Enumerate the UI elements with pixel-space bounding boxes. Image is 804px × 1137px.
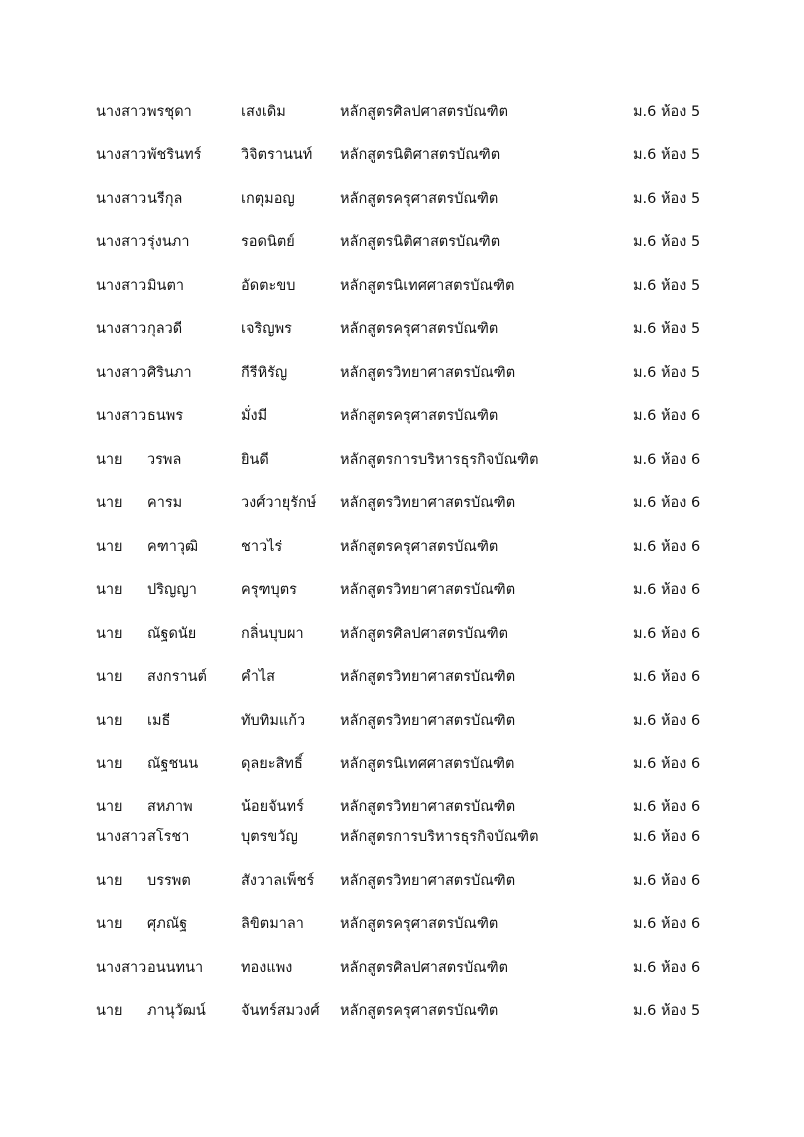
first-name: รุ่งนภา	[147, 234, 190, 250]
class-room: ม.6 ห้อง 6	[633, 626, 701, 642]
class-room: ม.6 ห้อง 6	[633, 408, 701, 424]
name-prefix: นาย	[96, 539, 123, 555]
first-name: ศิรินภา	[147, 365, 192, 381]
program-name: หลักสูตรวิทยาศาสตรบัณฑิต	[340, 582, 516, 598]
first-name: สหภาพ	[147, 799, 193, 815]
first-name: ณัฐดนัย	[147, 626, 197, 642]
program-name: หลักสูตรวิทยาศาสตรบัณฑิต	[340, 669, 516, 685]
name-prefix: นาย	[96, 582, 123, 598]
class-room: ม.6 ห้อง 6	[633, 916, 701, 932]
class-room: ม.6 ห้อง 5	[633, 278, 701, 294]
student-row	[0, 274, 804, 298]
program-name: หลักสูตรครุศาสตรบัณฑิต	[340, 321, 499, 337]
first-name: ศุภณัฐ	[147, 916, 188, 932]
program-name: หลักสูตรนิเทศศาสตรบัณฑิต	[340, 278, 515, 294]
name-prefix: นางสาว	[96, 960, 147, 976]
student-row	[0, 869, 804, 893]
class-room: ม.6 ห้อง 6	[633, 799, 701, 815]
name-prefix: นางสาว	[96, 234, 147, 250]
name-prefix: นาย	[96, 495, 123, 511]
student-row	[0, 912, 804, 936]
student-row	[0, 752, 804, 776]
program-name: หลักสูตรนิติศาสตรบัณฑิต	[340, 147, 501, 163]
last-name: ชาวไร่	[241, 539, 283, 555]
program-name: หลักสูตรนิเทศศาสตรบัณฑิต	[340, 756, 515, 772]
last-name: ทองแพง	[241, 960, 293, 976]
name-prefix: นางสาว	[96, 408, 147, 424]
class-room: ม.6 ห้อง 5	[633, 191, 701, 207]
class-room: ม.6 ห้อง 5	[633, 104, 701, 120]
program-name: หลักสูตรวิทยาศาสตรบัณฑิต	[340, 713, 516, 729]
last-name: เจริญพร	[241, 321, 292, 337]
student-row	[0, 535, 804, 559]
program-name: หลักสูตรวิทยาศาสตรบัณฑิต	[340, 873, 516, 889]
first-name: นรีกุล	[147, 191, 183, 207]
last-name: กีรีหิรัญ	[241, 365, 288, 381]
last-name: กลิ่นบุบผา	[241, 626, 304, 642]
class-room: ม.6 ห้อง 5	[633, 321, 701, 337]
name-prefix: นาย	[96, 713, 123, 729]
student-row	[0, 795, 804, 819]
class-room: ม.6 ห้อง 6	[633, 582, 701, 598]
name-prefix: นางสาว	[96, 147, 147, 163]
last-name: เสงเดิม	[241, 104, 286, 120]
student-row	[0, 317, 804, 341]
name-prefix: นางสาว	[96, 829, 147, 845]
name-prefix: นาย	[96, 669, 123, 685]
student-row	[0, 230, 804, 254]
first-name: คฑาวุฒิ	[147, 539, 199, 555]
student-row	[0, 361, 804, 385]
last-name: วงศ์วายุรักษ์	[241, 495, 317, 511]
first-name: ปริญญา	[147, 582, 197, 598]
last-name: บุตรขวัญ	[241, 829, 298, 845]
class-room: ม.6 ห้อง 6	[633, 873, 701, 889]
student-row	[0, 709, 804, 733]
name-prefix: นางสาว	[96, 104, 147, 120]
last-name: อัดตะขบ	[241, 278, 296, 294]
name-prefix: นาย	[96, 626, 123, 642]
class-room: ม.6 ห้อง 6	[633, 829, 701, 845]
program-name: หลักสูตรการบริหารธุรกิจบัณฑิต	[340, 829, 539, 845]
class-room: ม.6 ห้อง 6	[633, 452, 701, 468]
program-name: หลักสูตรครุศาสตรบัณฑิต	[340, 539, 499, 555]
name-prefix: นางสาว	[96, 321, 147, 337]
name-prefix: นาย	[96, 916, 123, 932]
student-row	[0, 100, 804, 124]
last-name: วิจิตรานนท์	[241, 147, 313, 163]
class-room: ม.6 ห้อง 5	[633, 234, 701, 250]
last-name: ลิขิตมาลา	[241, 916, 304, 932]
first-name: วรพล	[147, 452, 182, 468]
class-room: ม.6 ห้อง 6	[633, 539, 701, 555]
student-row	[0, 999, 804, 1023]
class-room: ม.6 ห้อง 6	[633, 756, 701, 772]
class-room: ม.6 ห้อง 6	[633, 960, 701, 976]
class-room: ม.6 ห้อง 5	[633, 365, 701, 381]
last-name: รอดนิตย์	[241, 234, 295, 250]
last-name: ดุลยะสิทธิ์	[241, 756, 303, 772]
last-name: น้อยจันทร์	[241, 799, 304, 815]
first-name: สงกรานต์	[147, 669, 207, 685]
student-row	[0, 187, 804, 211]
last-name: ครุฑบุตร	[241, 582, 297, 598]
last-name: ยินดี	[241, 452, 269, 468]
name-prefix: นางสาว	[96, 365, 147, 381]
class-room: ม.6 ห้อง 6	[633, 669, 701, 685]
program-name: หลักสูตรศิลปศาสตรบัณฑิต	[340, 960, 509, 976]
class-room: ม.6 ห้อง 6	[633, 713, 701, 729]
student-row	[0, 143, 804, 167]
student-row	[0, 448, 804, 472]
first-name: คารม	[147, 495, 183, 511]
name-prefix: นางสาว	[96, 278, 147, 294]
name-prefix: นาย	[96, 873, 123, 889]
first-name: บรรพต	[147, 873, 191, 889]
program-name: หลักสูตรวิทยาศาสตรบัณฑิต	[340, 365, 516, 381]
student-row	[0, 956, 804, 980]
name-prefix: นาย	[96, 756, 123, 772]
last-name: ทับทิมแก้ว	[241, 713, 306, 729]
program-name: หลักสูตรวิทยาศาสตรบัณฑิต	[340, 495, 516, 511]
student-row	[0, 404, 804, 428]
program-name: หลักสูตรครุศาสตรบัณฑิต	[340, 1003, 499, 1019]
student-row	[0, 578, 804, 602]
student-row	[0, 665, 804, 689]
name-prefix: นางสาว	[96, 191, 147, 207]
name-prefix: นาย	[96, 452, 123, 468]
class-room: ม.6 ห้อง 5	[633, 1003, 701, 1019]
program-name: หลักสูตรครุศาสตรบัณฑิต	[340, 916, 499, 932]
student-row	[0, 622, 804, 646]
first-name: กุลวดี	[147, 321, 183, 337]
last-name: มั่งมี	[241, 408, 268, 424]
program-name: หลักสูตรนิติศาสตรบัณฑิต	[340, 234, 501, 250]
first-name: มินตา	[147, 278, 185, 294]
last-name: สังวาลเพ็ชร์	[241, 873, 315, 889]
last-name: เกตุมอญ	[241, 191, 295, 207]
program-name: หลักสูตรครุศาสตรบัณฑิต	[340, 408, 499, 424]
program-name: หลักสูตรวิทยาศาสตรบัณฑิต	[340, 799, 516, 815]
class-room: ม.6 ห้อง 5	[633, 147, 701, 163]
first-name: สโรชา	[147, 829, 190, 845]
name-prefix: นาย	[96, 799, 123, 815]
first-name: อนนทนา	[147, 960, 204, 976]
first-name: ณัฐชนน	[147, 756, 199, 772]
first-name: พรชุดา	[147, 104, 192, 120]
program-name: หลักสูตรครุศาสตรบัณฑิต	[340, 191, 499, 207]
last-name: คำไส	[241, 669, 275, 685]
first-name: ภานุวัฒน์	[147, 1003, 206, 1019]
first-name: ธนพร	[147, 408, 184, 424]
last-name: จันทร์สมวงศ์	[241, 1003, 320, 1019]
class-room: ม.6 ห้อง 6	[633, 495, 701, 511]
student-row	[0, 491, 804, 515]
program-name: หลักสูตรการบริหารธุรกิจบัณฑิต	[340, 452, 539, 468]
name-prefix: นาย	[96, 1003, 123, 1019]
first-name: เมธี	[147, 713, 171, 729]
student-row	[0, 825, 804, 849]
program-name: หลักสูตรศิลปศาสตรบัณฑิต	[340, 626, 509, 642]
first-name: พัชรินทร์	[147, 147, 202, 163]
program-name: หลักสูตรศิลปศาสตรบัณฑิต	[340, 104, 509, 120]
